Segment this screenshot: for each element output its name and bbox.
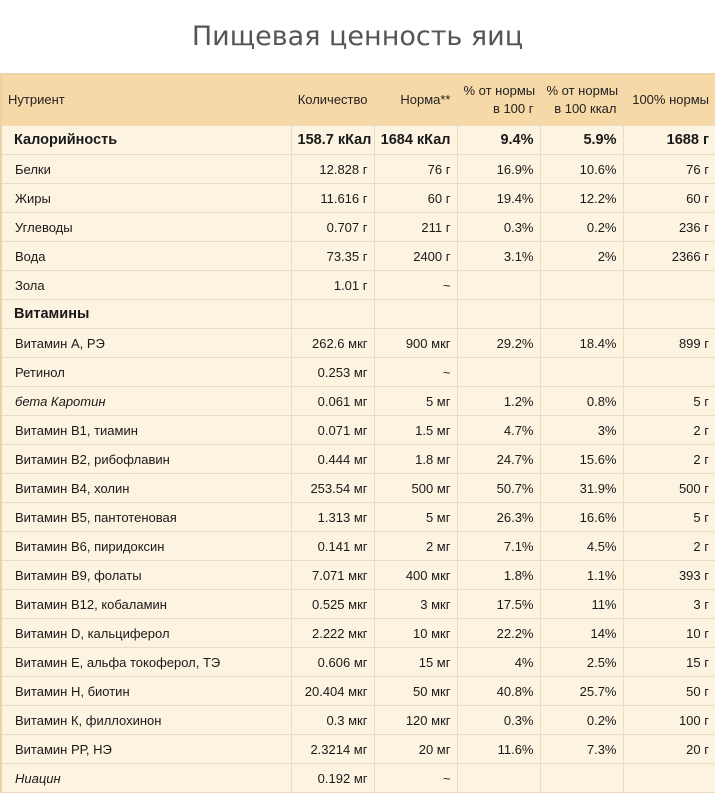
cell-amount: 2.3214 мг bbox=[291, 735, 374, 764]
cell-pct-100g: 11.6% bbox=[457, 735, 540, 764]
cell-pct-100kcal: 31.9% bbox=[540, 474, 623, 503]
cell-pct-100g: 22.2% bbox=[457, 619, 540, 648]
table-row bbox=[2, 474, 715, 503]
table-row bbox=[2, 706, 715, 735]
table-row bbox=[2, 387, 715, 416]
table-row bbox=[2, 184, 715, 213]
cell-pct-100g bbox=[457, 764, 540, 793]
cell-norm: 900 мкг bbox=[374, 329, 457, 358]
cell-full-norm: 76 г bbox=[623, 155, 715, 184]
cell-pct-100kcal: 1.1% bbox=[540, 561, 623, 590]
table-row bbox=[2, 764, 715, 793]
table-section-row bbox=[2, 126, 715, 155]
cell-full-norm: 5 г bbox=[623, 387, 715, 416]
table-row bbox=[2, 561, 715, 590]
cell-amount: 1.01 г bbox=[291, 271, 374, 300]
cell-pct-100kcal: 11% bbox=[540, 590, 623, 619]
cell-pct-100g: 26.3% bbox=[457, 503, 540, 532]
cell-nutrient: Витамин РР, НЭ bbox=[2, 735, 291, 764]
cell-pct-100kcal: 10.6% bbox=[540, 155, 623, 184]
cell-nutrient: Витамины bbox=[2, 300, 291, 329]
header-pct-100kcal-line1: % от нормы bbox=[546, 83, 619, 98]
cell-norm: 211 г bbox=[374, 213, 457, 242]
cell-amount: 20.404 мкг bbox=[291, 677, 374, 706]
header-nutrient: Нутриент bbox=[2, 75, 291, 126]
cell-pct-100kcal bbox=[540, 358, 623, 387]
cell-full-norm: 60 г bbox=[623, 184, 715, 213]
cell-full-norm: 236 г bbox=[623, 213, 715, 242]
cell-nutrient: Вода bbox=[2, 242, 291, 271]
cell-amount: 0.061 мг bbox=[291, 387, 374, 416]
cell-nutrient: Витамин Н, биотин bbox=[2, 677, 291, 706]
cell-pct-100g: 7.1% bbox=[457, 532, 540, 561]
cell-pct-100g: 16.9% bbox=[457, 155, 540, 184]
cell-norm: 20 мг bbox=[374, 735, 457, 764]
table-body bbox=[2, 126, 715, 793]
header-pct-100g-line1: % от нормы bbox=[463, 83, 536, 98]
cell-amount: 0.444 мг bbox=[291, 445, 374, 474]
cell-pct-100g: 19.4% bbox=[457, 184, 540, 213]
cell-pct-100g: 29.2% bbox=[457, 329, 540, 358]
cell-pct-100g: 1.8% bbox=[457, 561, 540, 590]
cell-pct-100kcal: 3% bbox=[540, 416, 623, 445]
table-row bbox=[2, 735, 715, 764]
cell-full-norm: 500 г bbox=[623, 474, 715, 503]
cell-nutrient: Витамин В4, холин bbox=[2, 474, 291, 503]
table-row bbox=[2, 242, 715, 271]
cell-norm: 2400 г bbox=[374, 242, 457, 271]
cell-pct-100kcal: 0.2% bbox=[540, 706, 623, 735]
table-row bbox=[2, 590, 715, 619]
cell-full-norm: 3 г bbox=[623, 590, 715, 619]
page-title: Пищевая ценность яиц bbox=[191, 21, 524, 52]
table-row bbox=[2, 619, 715, 648]
table-row bbox=[2, 271, 715, 300]
cell-full-norm: 5 г bbox=[623, 503, 715, 532]
cell-nutrient: Калорийность bbox=[2, 126, 291, 155]
header-pct-100kcal bbox=[540, 75, 623, 126]
cell-pct-100g bbox=[457, 358, 540, 387]
cell-amount: 0.141 мг bbox=[291, 532, 374, 561]
table-row bbox=[2, 532, 715, 561]
cell-nutrient: Витамин В1, тиамин bbox=[2, 416, 291, 445]
cell-norm: 5 мг bbox=[374, 387, 457, 416]
cell-pct-100kcal: 7.3% bbox=[540, 735, 623, 764]
header-pct-100kcal-line2: в 100 ккал bbox=[554, 101, 617, 116]
cell-nutrient: Витамин В2, рибофлавин bbox=[2, 445, 291, 474]
header-pct-100g bbox=[457, 75, 540, 126]
cell-pct-100g bbox=[457, 271, 540, 300]
cell-pct-100g: 4.7% bbox=[457, 416, 540, 445]
cell-nutrient: Витамин Е, альфа токоферол, ТЭ bbox=[2, 648, 291, 677]
cell-norm: 60 г bbox=[374, 184, 457, 213]
cell-nutrient: Зола bbox=[2, 271, 291, 300]
cell-pct-100kcal: 2.5% bbox=[540, 648, 623, 677]
cell-full-norm: 2 г bbox=[623, 532, 715, 561]
cell-norm: 50 мкг bbox=[374, 677, 457, 706]
cell-nutrient: Белки bbox=[2, 155, 291, 184]
cell-amount: 262.6 мкг bbox=[291, 329, 374, 358]
cell-pct-100kcal: 0.8% bbox=[540, 387, 623, 416]
cell-nutrient: Витамин В12, кобаламин bbox=[2, 590, 291, 619]
header-full-norm: 100% нормы bbox=[623, 75, 715, 126]
cell-amount: 1.313 мг bbox=[291, 503, 374, 532]
cell-nutrient: бета Каротин bbox=[2, 387, 291, 416]
cell-norm: 10 мкг bbox=[374, 619, 457, 648]
cell-pct-100g: 0.3% bbox=[457, 213, 540, 242]
cell-nutrient: Жиры bbox=[2, 184, 291, 213]
cell-nutrient: Витамин В5, пантотеновая bbox=[2, 503, 291, 532]
table-row bbox=[2, 358, 715, 387]
cell-pct-100g: 9.4% bbox=[457, 126, 540, 155]
cell-norm: 1684 кКал bbox=[374, 126, 457, 155]
cell-amount: 2.222 мкг bbox=[291, 619, 374, 648]
cell-nutrient: Витамин К, филлохинон bbox=[2, 706, 291, 735]
cell-pct-100g: 50.7% bbox=[457, 474, 540, 503]
table-row bbox=[2, 155, 715, 184]
cell-amount: 0.525 мкг bbox=[291, 590, 374, 619]
cell-pct-100kcal: 25.7% bbox=[540, 677, 623, 706]
table-section-row bbox=[2, 300, 715, 329]
cell-norm: 15 мг bbox=[374, 648, 457, 677]
cell-full-norm: 50 г bbox=[623, 677, 715, 706]
cell-full-norm: 1688 г bbox=[623, 126, 715, 155]
cell-pct-100kcal: 18.4% bbox=[540, 329, 623, 358]
table-row bbox=[2, 416, 715, 445]
table-row bbox=[2, 329, 715, 358]
cell-nutrient: Витамин D, кальциферол bbox=[2, 619, 291, 648]
cell-pct-100kcal bbox=[540, 300, 623, 329]
cell-pct-100g: 17.5% bbox=[457, 590, 540, 619]
cell-full-norm: 2366 г bbox=[623, 242, 715, 271]
cell-nutrient: Ретинол bbox=[2, 358, 291, 387]
cell-pct-100g: 40.8% bbox=[457, 677, 540, 706]
cell-norm: ~ bbox=[374, 271, 457, 300]
cell-pct-100kcal: 5.9% bbox=[540, 126, 623, 155]
cell-full-norm: 2 г bbox=[623, 416, 715, 445]
header-pct-100g-line2: в 100 г bbox=[492, 101, 534, 116]
cell-amount: 0.192 мг bbox=[291, 764, 374, 793]
cell-amount: 0.253 мг bbox=[291, 358, 374, 387]
cell-amount: 253.54 мг bbox=[291, 474, 374, 503]
cell-amount: 73.35 г bbox=[291, 242, 374, 271]
header-amount: Количество bbox=[291, 75, 374, 126]
cell-norm bbox=[374, 300, 457, 329]
cell-pct-100kcal: 12.2% bbox=[540, 184, 623, 213]
cell-amount: 11.616 г bbox=[291, 184, 374, 213]
table-row bbox=[2, 503, 715, 532]
cell-nutrient: Витамин А, РЭ bbox=[2, 329, 291, 358]
cell-norm: 3 мкг bbox=[374, 590, 457, 619]
nutrition-table bbox=[2, 75, 715, 793]
cell-pct-100g: 4% bbox=[457, 648, 540, 677]
cell-pct-100g bbox=[457, 300, 540, 329]
cell-amount: 12.828 г bbox=[291, 155, 374, 184]
cell-full-norm: 20 г bbox=[623, 735, 715, 764]
cell-norm: 120 мкг bbox=[374, 706, 457, 735]
cell-pct-100g: 0.3% bbox=[457, 706, 540, 735]
cell-amount: 0.707 г bbox=[291, 213, 374, 242]
table-row bbox=[2, 677, 715, 706]
cell-full-norm: 100 г bbox=[623, 706, 715, 735]
cell-pct-100g: 3.1% bbox=[457, 242, 540, 271]
cell-full-norm bbox=[623, 358, 715, 387]
cell-amount: 158.7 кКал bbox=[291, 126, 374, 155]
cell-amount bbox=[291, 300, 374, 329]
cell-pct-100g: 24.7% bbox=[457, 445, 540, 474]
cell-amount: 0.606 мг bbox=[291, 648, 374, 677]
cell-pct-100kcal: 0.2% bbox=[540, 213, 623, 242]
cell-nutrient: Витамин В6, пиридоксин bbox=[2, 532, 291, 561]
cell-amount: 7.071 мкг bbox=[291, 561, 374, 590]
cell-full-norm bbox=[623, 271, 715, 300]
cell-norm: 400 мкг bbox=[374, 561, 457, 590]
cell-norm: 1.5 мг bbox=[374, 416, 457, 445]
cell-norm: ~ bbox=[374, 358, 457, 387]
cell-norm: ~ bbox=[374, 764, 457, 793]
cell-nutrient: Углеводы bbox=[2, 213, 291, 242]
cell-amount: 0.071 мг bbox=[291, 416, 374, 445]
cell-full-norm: 10 г bbox=[623, 619, 715, 648]
cell-norm: 76 г bbox=[374, 155, 457, 184]
table-header bbox=[2, 75, 715, 126]
table-row bbox=[2, 648, 715, 677]
cell-pct-100g: 1.2% bbox=[457, 387, 540, 416]
cell-pct-100kcal: 4.5% bbox=[540, 532, 623, 561]
cell-norm: 2 мг bbox=[374, 532, 457, 561]
cell-pct-100kcal: 14% bbox=[540, 619, 623, 648]
cell-norm: 1.8 мг bbox=[374, 445, 457, 474]
cell-pct-100kcal: 15.6% bbox=[540, 445, 623, 474]
header-norm: Норма** bbox=[374, 75, 457, 126]
cell-amount: 0.3 мкг bbox=[291, 706, 374, 735]
cell-full-norm: 393 г bbox=[623, 561, 715, 590]
table-row bbox=[2, 445, 715, 474]
table-row bbox=[2, 213, 715, 242]
cell-full-norm: 2 г bbox=[623, 445, 715, 474]
cell-pct-100kcal bbox=[540, 764, 623, 793]
cell-full-norm: 899 г bbox=[623, 329, 715, 358]
cell-full-norm bbox=[623, 764, 715, 793]
cell-norm: 5 мг bbox=[374, 503, 457, 532]
cell-nutrient: Ниацин bbox=[2, 764, 291, 793]
cell-full-norm: 15 г bbox=[623, 648, 715, 677]
cell-full-norm bbox=[623, 300, 715, 329]
cell-pct-100kcal: 2% bbox=[540, 242, 623, 271]
cell-pct-100kcal bbox=[540, 271, 623, 300]
cell-pct-100kcal: 16.6% bbox=[540, 503, 623, 532]
cell-norm: 500 мг bbox=[374, 474, 457, 503]
cell-nutrient: Витамин В9, фолаты bbox=[2, 561, 291, 590]
nutrition-table-container bbox=[0, 73, 715, 793]
